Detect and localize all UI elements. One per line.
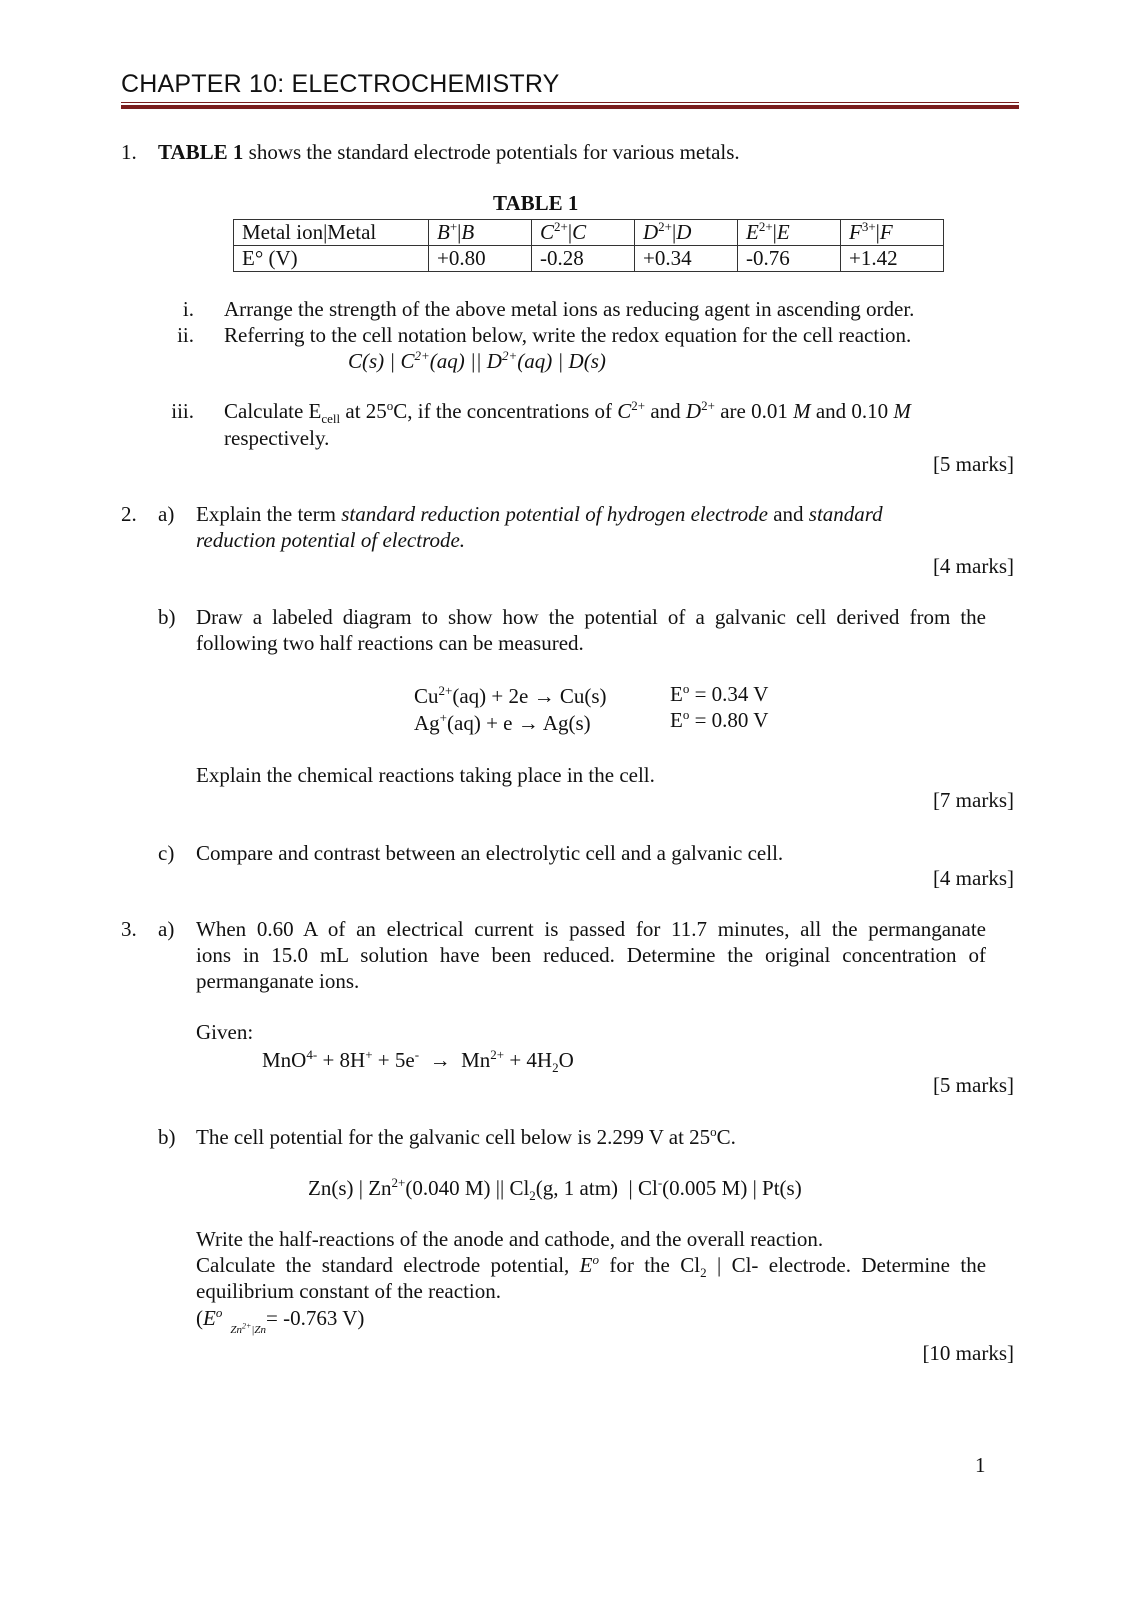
table-cell: -0.76 [738,246,841,272]
row-header-ion: Metal ion|Metal [234,220,429,246]
q2a-text-cont: reduction potential of electrode. [196,528,466,552]
q1-item-text: Referring to the cell notation below, write the redox equation for the cell reaction. [224,323,912,347]
potential-cu: $E^o = 0.34$ V [670,681,769,706]
q3b-line: equilibrium constant of the reaction. [196,1279,501,1303]
row-header-potential: E° (V) [234,246,429,272]
q2b-text: Draw a labeled diagram to show how the potential of a galvanic cell derived from the [196,605,986,629]
table-header-cell: $F^{3+}|F$ [841,220,944,246]
marks-label: [5 marks] [932,452,1014,476]
q2b-text-cont: following two half reactions can be measured. [196,631,584,655]
zinc-chlorine-cell: Zn(s) | $Zn^{2+}(0.040$ M) || $Cl_2(g$, 1 atm) | Cl-(0.005 M) | Pt(s) [308,1175,802,1204]
table-cell: +1.42 [841,246,944,272]
table-caption: TABLE 1 [493,191,579,215]
q2b-label: b) [158,605,176,629]
marks-label: [4 marks] [932,866,1014,890]
table-row [234,220,944,246]
permanganate-equation: $MnO^{4-} + 8H^+ + 5e^- \to Mn^{2+} + 4H_2O$ [262,1047,574,1076]
q1-item-num: ii. [177,323,194,347]
q2c-label: c) [158,841,175,865]
q2-number: 2. [121,502,137,526]
marks-label: [10 marks] [922,1341,1014,1365]
table-cell: +0.80 [429,246,532,272]
table-cell: -0.28 [532,246,635,272]
table-header-cell: $E^{2+}|E$ [738,220,841,246]
q2b-explain: Explain the chemical reactions taking place in the cell. [196,763,655,787]
half-reaction-ag: Ag+(aq) + e → Ag(s) [414,710,591,735]
q1-intro [158,139,740,165]
q1-item-text: Arrange the strength of the above metal ions as reducing agent in ascending order. [224,297,915,321]
q1-item-num: iii. [171,399,194,423]
q3b-label: b) [158,1125,176,1149]
table-header-cell: $D^{2+}|D$ [635,220,738,246]
marks-label: [4 marks] [932,554,1014,578]
q3a-given: Given: [196,1020,254,1044]
q3a-label: a) [158,917,175,941]
q3a-text: When 0.60 A of an electrical current is passed for 11.7 minutes, all the permanganate [196,917,986,941]
cell-notation: C(s) | $C^{2+}(aq)$ || $D^{2+}(aq)$ | D(s) [348,348,606,373]
q3b-line: Write the half-reactions of the anode and cathode, and the overall reaction. [196,1227,824,1251]
marks-label: [5 marks] [932,1073,1014,1097]
q1-intro-bold: TABLE 1 [158,140,244,164]
given-zinc-potential: ($E^o_{Zn^{2+}|Zn}= -0.763$ V) [196,1305,365,1336]
chapter-title: CHAPTER 10: ELECTROCHEMISTRY [121,70,560,98]
table-header-cell: $C^{2+}|C$ [532,220,635,246]
q1-item-text-cont: respectively. [224,426,330,450]
marks-label: [7 marks] [932,788,1014,812]
q3b-text: The cell potential for the galvanic cell below is 2.299 V at 25$^o$C. [196,1124,736,1149]
page-number: 1 [975,1453,986,1477]
q2a-text: Explain the term standard reduction potential of hydrogen electrode and standard [196,502,883,526]
header-rule-thin [121,102,1019,103]
potentials-table [233,219,944,272]
q3b-line: Calculate the standard electrode potential, $E^o$ for the $Cl_2$ | Cl- electrode. Determine the [196,1252,987,1281]
q3-number: 3. [121,917,137,941]
q2a-label: a) [158,502,175,526]
q1-intro-rest: shows the standard electrode potentials for various metals. [248,140,740,164]
potential-ag: $E^o = 0.80$ V [670,707,769,732]
half-reaction-cu: $Cu^{2+}(aq) + 2e \to Cu(s)$ [414,683,607,708]
q1-item-num: i. [182,297,194,321]
q1-number: 1. [121,140,137,164]
q1-item-text: Calculate $E_{cell}$ at 25$^o$C, if the concentrations of $C^{2+}$ and $D^{2+}$ are 0.01 M and 0.10 M [224,398,911,427]
q2c-text: Compare and contrast between an electrolytic cell and a galvanic cell. [196,841,784,865]
table-header-cell: B+|B [429,220,532,246]
header-rule-thick [121,105,1019,109]
table-row [234,246,944,272]
q3a-text-cont: permanganate ions. [196,969,360,993]
table-cell: +0.34 [635,246,738,272]
q3a-text-cont: ions in 15.0 mL solution have been reduced. Determine the original concentration of [196,943,986,967]
